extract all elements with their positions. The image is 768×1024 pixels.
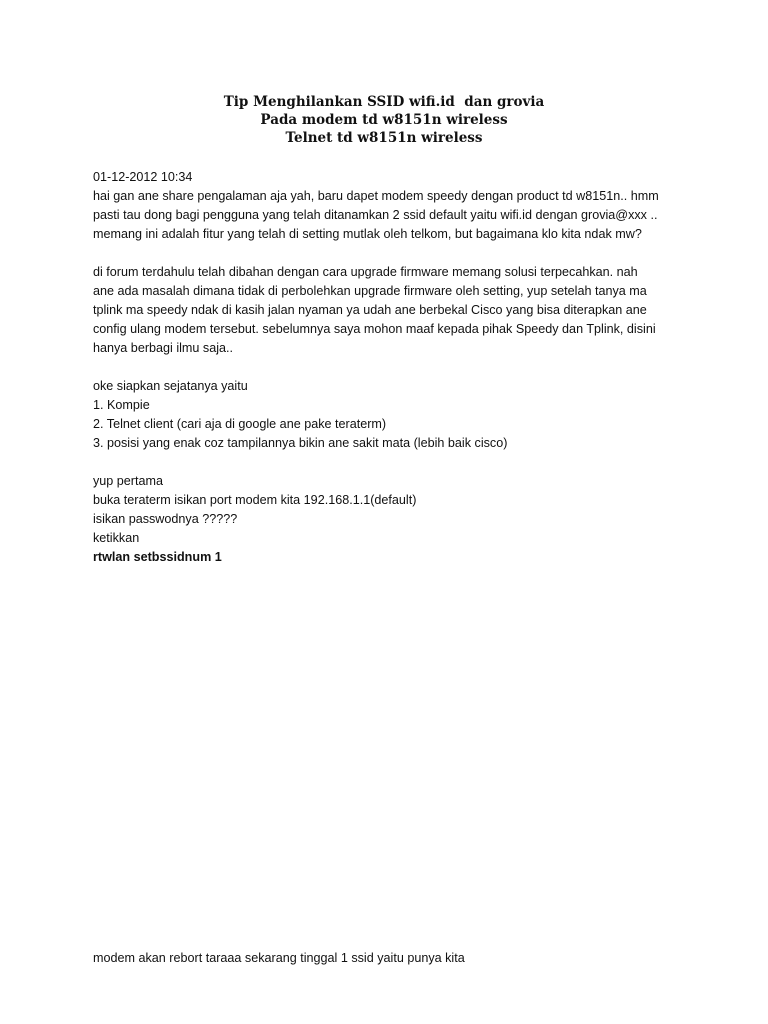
title-line-1: Tip Menghilankan SSID wifi.id dan grovia — [223, 94, 545, 110]
document-title — [0, 93, 768, 147]
timestamp: 01-12-2012 10:34 — [93, 170, 193, 184]
paragraph-1-line: pasti tau dong bagi pengguna yang telah ditanamkan 2 ssid default yaitu wifi.id dengan grovia@xxx .. — [93, 208, 658, 222]
list-item: 1. Kompie — [93, 398, 150, 412]
paragraph-1-line: memang ini adalah fitur yang telah di setting mutlak oleh telkom, but bagaimana klo kita ndak mw? — [93, 227, 642, 241]
paragraph-2-line: tplink ma speedy ndak di kasih jalan nyaman ya udah ane berbekal Cisco yang bisa diterapkan ane — [93, 303, 647, 317]
paragraph-spacer — [93, 453, 693, 472]
paragraph-spacer — [93, 358, 693, 377]
paragraph-2-line: config ulang modem tersebut. sebelumnya saya mohon maaf kepada pihak Speedy dan Tplink, disini — [93, 322, 656, 336]
paragraph-spacer — [93, 244, 693, 263]
paragraph-1-line: hai gan ane share pengalaman aja yah, baru dapet modem speedy dengan product td w8151n.. hmm — [93, 189, 659, 203]
instruction-line: buka teraterm isikan port modem kita 192.168.1.1(default) — [93, 493, 417, 507]
list-item: 3. posisi yang enak coz tampilannya bikin ane sakit mata (lebih baik cisco) — [93, 436, 508, 450]
title-line-2: Pada modem td w8151n wireless — [260, 112, 508, 128]
paragraph-2-line: hanya berbagi ilmu saja.. — [93, 341, 234, 355]
document-body — [93, 168, 693, 567]
list-intro: oke siapkan sejatanya yaitu — [93, 379, 248, 393]
paragraph-2-line: ane ada masalah dimana tidak di perbolehkan upgrade firmware oleh setting, yup setelah tanya ma — [93, 284, 647, 298]
instruction-line: yup pertama — [93, 474, 164, 488]
list-item: 2. Telnet client (cari aja di google ane pake teraterm) — [93, 417, 387, 431]
paragraph-2-line: di forum terdahulu telah dibahan dengan cara upgrade firmware memang solusi terpecahkan. nah — [93, 265, 638, 279]
title-line-3: Telnet td w8151n wireless — [285, 130, 483, 146]
footer-text: modem akan rebort taraaa sekarang tinggal 1 ssid yaitu punya kita — [93, 951, 465, 965]
instruction-line: isikan passwodnya ????? — [93, 512, 238, 526]
command-text: rtwlan setbssidnum 1 — [93, 550, 222, 564]
instruction-line: ketikkan — [93, 531, 140, 545]
